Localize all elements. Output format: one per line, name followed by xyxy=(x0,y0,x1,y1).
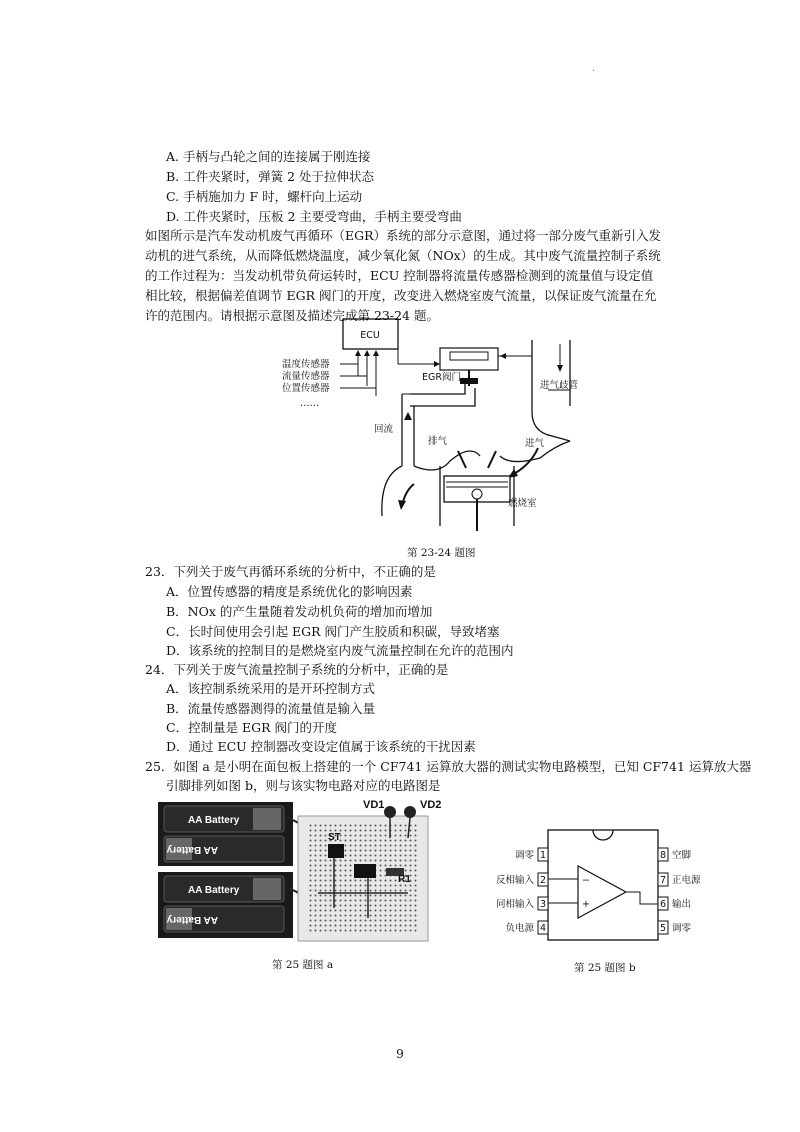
pin-2-name: 反相输入 xyxy=(495,875,534,886)
egr-valve-label: EGR阀门 xyxy=(422,372,461,383)
q23-option-b: B．NOx 的产生量随着发动机负荷的增加而增加 xyxy=(166,604,433,619)
breadboard-photo xyxy=(158,798,448,943)
chamber-label: 燃烧室 xyxy=(508,498,537,509)
q24-stem: 24．下列关于废气流量控制子系统的分析中，正确的是 xyxy=(145,662,449,677)
led-vd1 xyxy=(384,806,396,818)
prev-option-a: A. 手柄与凸轮之间的连接属于刚连接 xyxy=(166,149,371,164)
egr-diagram xyxy=(270,316,620,541)
sensor-position: 位置传感器 xyxy=(282,383,330,394)
led-vd2 xyxy=(404,806,416,818)
q24-option-c: C．控制量是 EGR 阀门的开度 xyxy=(166,720,338,735)
opamp-minus: − xyxy=(582,875,590,886)
q23-option-c: C．长时间使用会引起 EGR 阀门产生胶质和积碳，导致堵塞 xyxy=(166,624,500,639)
vd1-label: VD1 xyxy=(363,799,385,811)
battery-label-3: AA Battery xyxy=(188,885,240,896)
pin-5-name: 调零 xyxy=(672,923,692,934)
pin-1-name: 调零 xyxy=(514,850,534,861)
q25-stem-line2: 引脚排列如图 b，则与该实物电路对应的电路图是 xyxy=(166,778,441,793)
q24-option-a: A．该控制系统采用的是开环控制方式 xyxy=(166,681,376,696)
q25-stem-line1: 25．如图 a 是小明在面包板上搭建的一个 CF741 运算放大器的测试实物电路模型，已知 CF741 运算放大器 xyxy=(145,759,752,774)
pin-2-num: 2 xyxy=(540,875,547,886)
vd2-label: VD2 xyxy=(420,799,442,811)
switch-st xyxy=(328,844,344,858)
pin-8-name: 空脚 xyxy=(672,850,692,861)
intake-label: 进气 xyxy=(525,438,545,449)
exhaust-label: 排气 xyxy=(428,436,448,447)
intake-manifold-label: 进气歧管 xyxy=(540,380,579,391)
sensor-flow: 流量传感器 xyxy=(282,371,330,382)
prev-option-b: B. 工件夹紧时，弹簧 2 处于拉伸状态 xyxy=(166,169,375,184)
scan-mark: · xyxy=(592,66,596,77)
pin-8-num: 8 xyxy=(660,850,667,861)
prev-option-d: D. 工件夹紧时，压板 2 主要受弯曲，手柄主要受弯曲 xyxy=(166,209,462,224)
egr-valve xyxy=(440,348,498,370)
recirculation-label: 回流 xyxy=(374,424,394,435)
battery-label-1: AA Battery xyxy=(188,815,240,826)
q23-option-d: D．该系统的控制目的是燃烧室内废气流量控制在允许的范围内 xyxy=(166,643,514,658)
q23-option-a: A．位置传感器的精度是系统优化的影响因素 xyxy=(166,584,413,599)
pin-4-name: 负电源 xyxy=(505,923,534,934)
pin-7-name: 正电源 xyxy=(672,875,701,886)
sensor-more: …… xyxy=(300,398,319,409)
fig-a-caption: 第 25 题图 a xyxy=(272,959,334,971)
egr-caption: 第 23-24 题图 xyxy=(407,547,476,559)
pin-6-num: 6 xyxy=(660,899,667,910)
r1-label: R1 xyxy=(398,874,411,885)
prev-option-c: C. 手柄施加力 F 时，螺杆向上运动 xyxy=(166,189,363,204)
chip-cf741 xyxy=(354,864,376,878)
opamp-plus: + xyxy=(582,899,590,910)
sensor-temp: 温度传感器 xyxy=(282,359,330,370)
pin-1-num: 1 xyxy=(540,850,547,861)
ecu-label: ECU xyxy=(360,330,380,341)
q23-stem: 23．下列关于废气再循环系统的分析中，不正确的是 xyxy=(145,564,436,579)
q24-option-d: D．通过 ECU 控制器改变设定值属于该系统的干扰因素 xyxy=(166,739,476,754)
battery-label-2: AA Battery xyxy=(166,844,218,855)
cf741-pinout xyxy=(495,826,720,946)
fig-b-caption: 第 25 题图 b xyxy=(574,962,636,974)
pin-5-num: 5 xyxy=(660,923,667,934)
st-label: ST xyxy=(328,832,341,843)
pin-7-num: 7 xyxy=(660,875,667,886)
pin-6-name: 输出 xyxy=(672,899,692,910)
pin-4-num: 4 xyxy=(540,923,547,934)
battery-label-4: AA Battery xyxy=(166,914,218,925)
intro-paragraph: 如图所示是汽车发动机废气再循环（EGR）系统的部分示意图，通过将一部分废气重新引入发动机的进气系统，从而降低燃烧温度，减少氧化氮（NOx）的生成。其中废气流量控制子系统的工作过程为：当发动机带负荷运转时，ECU 控制器将流量传感器检测到的流量值与设定值相比较，根据偏差值调节 EGR 阀门的开度，改变进入燃烧室废气流量，以保证废气流量在允许的范围内。请根据示意图及描述完成第 23-24 题。 xyxy=(145,228,662,323)
pin-3-name: 同相输入 xyxy=(495,899,534,910)
page-number: 9 xyxy=(396,1047,404,1061)
pin-3-num: 3 xyxy=(540,899,547,910)
q24-option-b: B．流量传感器测得的流量值是输入量 xyxy=(166,701,376,716)
